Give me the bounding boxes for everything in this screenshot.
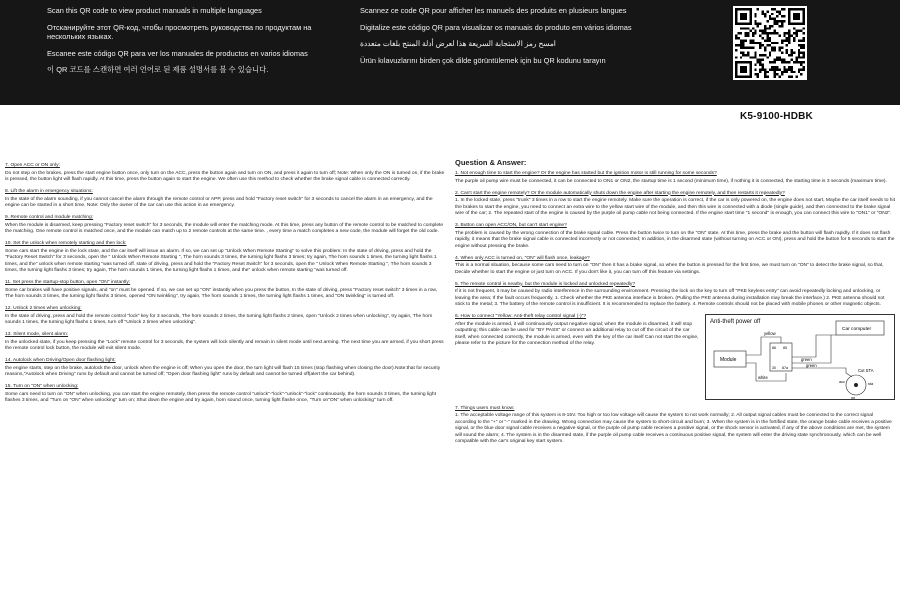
qa-question: 7. Things users must know:	[455, 405, 515, 411]
section	[5, 189, 445, 210]
green-wire-2	[792, 368, 846, 373]
qa-question: 2. Can't start the engine remotely? Or the module automatically shuts down the engine after starting the engine remotely, and then restarts it repeatedly?	[455, 190, 785, 196]
qa-item	[455, 256, 895, 277]
relay-pin-label: 86	[772, 346, 776, 350]
wire-label-yellow: yellow	[764, 331, 776, 336]
model-number: K5-9100-HDBK	[740, 111, 813, 122]
diagram-title: Anti-theft power off	[710, 319, 761, 325]
section-title: 9. Remote control and module matching:	[5, 215, 94, 220]
section	[5, 332, 445, 353]
car-computer-label: Car computer	[842, 327, 872, 332]
relay-wire	[792, 335, 836, 357]
ignition-center-dot	[854, 383, 858, 387]
section-body: Some cars need to turn on "ON" when unlocking, you can start the engine remotely, then press the remote control "unlock"-"lock"-"unlock"-"lock" continuously, the horn sounds 3 times, the turning light flashes 3 times, and "Turn on "ON" when unlocking" turn on; Shut down the engine and try again, horn sound once, turning light flashe once, "Turn on"ON" when unlocking" turn off.	[5, 391, 436, 403]
section-title: 11. Set press the startup-stop button, open "ON" instantly:	[5, 280, 131, 285]
header-line: Scan this QR code to view product manuals in multiple languages	[47, 6, 262, 15]
section-body: In the state of driving, press and hold the remote control "lock" key for 3 seconds, The horn sounds 2 times, the turning light flashs 2 times, open "Unlock 2 times when unlocking", try again, The horn sounds 1 times, the turning light flashs 1 times, turn off "Unlock 2 times when unlocking".	[5, 313, 433, 325]
section-title: 10. Set the unlock when remotely starting and then lock:	[5, 241, 127, 246]
section	[5, 241, 445, 275]
section	[5, 358, 445, 379]
relay-wiring-diagram	[705, 314, 895, 400]
section-body: Some car brakes will have positive signals, and "on" must be opened. If so, we can set up "ON" instantly when you press the button, In the state of driving, press "Factory reset switch" 3 times in a row, The horn sounds 3 times, the turning light flashs 3 times, opened "ON twinkling", try again, The horn sounds 1 times, the turning light flashs 1 times, and "ON twinkling" is turned off.	[5, 287, 438, 299]
relay-pin-label: 30	[772, 366, 776, 370]
section	[5, 280, 445, 301]
section	[5, 306, 445, 327]
qr-code-icon	[735, 8, 805, 78]
section-title: 12. Unlock 2 times when unlocking:	[5, 306, 82, 311]
qa-question: 3. Button can open ACC/ON, but can't start engine?	[455, 223, 567, 228]
qa-answer: The purple oil pump wire must be connected, it can be connected to ON1 or ON2, the startup time is 1 second (minimum time), if nothing it is connected, the starting time is 3 seconds (maximum time).	[455, 178, 887, 184]
relay-pin-label: 87a	[782, 366, 788, 370]
qa-column	[455, 158, 895, 451]
qa-item	[455, 223, 895, 250]
qa-answer: The problem is caused by the wrong connection of the brake signal cable. Press the button twice to turn on the "ON" state. At this time, press the brake and the button will flash rapidly. If it does not flash rapidly, it means that the brake signal cable is connected incorrectly or not connected; In addition, in the disarmed state (without turning on ACC or ON), press and hold the button for 5 seconds to start the engine without pressing the brake.	[455, 230, 895, 249]
section-title: 8. Lift the alarm in emergency situations:	[5, 189, 93, 194]
section-body: In the state of the alarm sounding, if you cannot cancel the alarm through the remote control or APP, press and hold "Factory reset switch" for 3 seconds to cancel the alarm in an emergency, and the engine can be started in a short time. Note: Only the owner of the car can use this action in an emergency.	[5, 196, 433, 208]
header-line: امسح رمز الاستجابة السريعة هذا لعرض أدلة المنتج بلغات متعددة	[360, 39, 556, 49]
header-line: Ürün kılavuzlarını birden çok dilde görüntülemek için bu QR kodunu tarayın	[360, 55, 606, 65]
header-left-column	[47, 6, 342, 82]
header-line: Escanee este código QR para ver los manuales de productos en varios idiomas	[47, 48, 308, 58]
qa-item	[455, 191, 895, 218]
section	[5, 215, 445, 236]
section-title: 14. Autolock when Driving/Open door flashing light:	[5, 358, 116, 363]
ignition-label-on: on	[851, 396, 856, 400]
qa-answer: 1. In the locked state, press "trunk" 3 times in a row to start the engine remotely. Make sure the operation is correct, if the car is only powered on, the engine does not start, Maybe the car itself needs to hit the brakes to start the engine, you need to connect an extra wire to the yellow start wire of the module, and then this wire is connected with a diode (single guide), and then connected to the brake signal wire of the car; 2. The repeated start of the engine is caused by the purple oil pump cable not being connected. If the engine start time "1 second" is enough, you can connect this wire to "ON1" or "ON2".	[455, 198, 895, 216]
instructions-column	[5, 163, 445, 410]
section-body: Some cars start the engine in the lock state, and the car itself will issue an alarm. If so, we can set up "Unlock When Remote Starting" to solve this problem: In the state of driving, press and hold the "Factory Reset Switch" for 3 seconds, open the " Unlock When Remote Starting ", The horn sounds 3 times, the turning light flashs 3 times; try again, The horn sounds 1 times, the turning light flashs 1 times, and the" unlock when remote starting "was turned off. state of driving, press and hold the "Factory Reset Switch" for 3 seconds, open the " Unlock When Remote Starting ", The horn sounds 3 times, the turning light flashs 3 times; try again, The horn sounds 1 times, the turning light flashs 1 times, and the" unlock when remote starting "was turned off.	[5, 248, 437, 273]
qa-item	[455, 406, 895, 446]
qr-code[interactable]	[733, 6, 807, 80]
section	[5, 384, 445, 405]
qa-question: 1. Not enough time to start the engine? Or the engine has started but the ignition motor is still running for some seconds?	[455, 171, 717, 176]
section-body: Do not step on the brakes, press the start engine button once, only turn on the ACC, press the button again and turn on ON, and press it again to turn off; Note: When only the ON is turned on, if the brake is pressed, the button light will flash rapidly. At this time, press the button again to start the engine. We often use this method to check whether the brake signal cable is connected correctly.	[5, 170, 445, 182]
wire-label-green: green	[801, 357, 812, 362]
wire-label-cut-sta: Cut STA	[858, 368, 874, 373]
qa-item	[455, 282, 895, 309]
qa-item	[455, 171, 895, 185]
qa-question: 6. How to connect "Yellow: Anti-theft relay control signal (-)"?	[455, 314, 587, 319]
section-body: In the unlocked state, if you keep pressing the "Lock" remote control for 3 seconds, the system will lock silently and remain in silent mode until next arming. The next time you are armed, if you short press the remote control lock button, the module will exit silent mode.	[5, 339, 444, 351]
qa-item	[455, 314, 895, 400]
ignition-label-acc: acc	[839, 380, 845, 384]
section-body: the engine starts, step on the brake, autolock the door, unlock when the engine is off; When you open the door, the turn light will flash 15 times (stop flashing when closing the door).Note:that for security reasons,"Autolock when Driving" runs by default and cannot be turned off; "Open door flashing light" runs by default and cannot be turned off(alert the car behind).	[5, 365, 441, 377]
module-label: Module	[720, 357, 737, 363]
relay-pin-label: 85	[783, 346, 787, 350]
section-title: 7. Open ACC or ON only:	[5, 163, 60, 168]
section	[5, 163, 445, 184]
section-title: 13. Silent mode, silent alarm:	[5, 332, 69, 337]
header-line: Digitalize este código QR para visualizar os manuais do produto em vários idiomas	[360, 22, 632, 32]
ignition-wire	[846, 373, 852, 377]
qa-answer: 1. The acceptable voltage range of this system is 8-15V. Too high or too low voltage will cause the system to not work normally; 2. All output signal cables must be connected to the correct signal according to the "+" or "-" marked in the drawing. Wrong connection may cause the system to short-circuit and burn; 3. When the system is in the fortified state, the orange brake cable receives a positive signal, or the blue door signal cable receives a negative signal, or the purple oil pump cable receives a positive signal, or the shock sensor is activated, if any of the above conditions are met, the system will sound the alarm; 4. The system is in the disarmed state, if the purple oil pump cable receives a continuous positive signal, the system will enter the driving state synchronously, which can be well compatible with the car's original key start system.	[455, 413, 892, 444]
header-line: 이 QR 코드를 스캔하면 여러 언어로 된 제품 설명서를 볼 수 있습니다.	[47, 65, 269, 75]
qa-answer: If it is not frequent, it may be caused by radio interference in the surrounding environment. Pressing the lock on the key to turn off "PKE keyless entry" can avoid repeatedly locking and unlocking, or leaving the area; If the fault occurs frequently, 1. Check whether the PKE antenna interface is broken. (Pulling the PKE antenna during installation may break the interface.) 2. PKE antenna should not stick to the metal; 3. The battery of the remote control is insufficient. It is recommended to replace the battery. 4. Remote controls should not be placed with mobile phones or other magnetic objects.	[455, 289, 885, 307]
qa-question: 5. The remote control is nearby, but the module is locked and unlocked repeatedly?	[455, 281, 636, 287]
wire-label-white: white	[758, 375, 768, 380]
qa-answer: This is a normal situation, because some cars need to turn on "ON" then it has a brake signal, so when the button is pressed for the first time, we must turn on "ON" to detect the brake signal, so that, Decide whether to start the engine or just turn on ACC. If you don't like it, you can turn off this feature via settings.	[455, 263, 884, 275]
header-mid-column	[360, 6, 660, 72]
wire-label-green-2: green	[806, 363, 817, 368]
header-line: Отсканируйте этот QR-код, чтобы просмотреть руководства по продуктам на нескольких языках.	[47, 22, 312, 42]
section-body: When the module is disarmed, keep pressing "Factory reset switch" for 3 seconds, the module will enter the matching mode. At this time, press any button of the remote control to be matched to complete the matching. One remote control is matched once, and the module can match up to 2 remote controls at the same time. , every time a match completes a new code, the module will forget the old code.	[5, 222, 444, 234]
section-title: 15. Turn on "ON" when unlocking:	[5, 384, 79, 389]
qa-question: 4. When only ACC is turned on, "ON" will flash once, leakage?	[455, 255, 590, 261]
header-banner	[0, 0, 900, 105]
relay-wiring-diagram-graphic	[706, 315, 896, 401]
qa-heading: Question & Answer:	[455, 158, 527, 167]
qa-answer: After the module is armed, it will continuously output negative signal; when the module is disarmed, it will stop outputting; this cable can be used for "BY PASS" or connect an additional relay to cut off the circuit of the car itself, when connected correctly, the module is armed, even with the key of the car itself Can not start the engine, please refer to the picture for the connection method of the relay.	[455, 321, 699, 346]
ignition-label-sta: sta	[868, 382, 874, 386]
qa-item-text	[455, 314, 699, 400]
header-line: Scannez ce code QR pour afficher les manuels des produits en plusieurs langues	[360, 6, 627, 15]
